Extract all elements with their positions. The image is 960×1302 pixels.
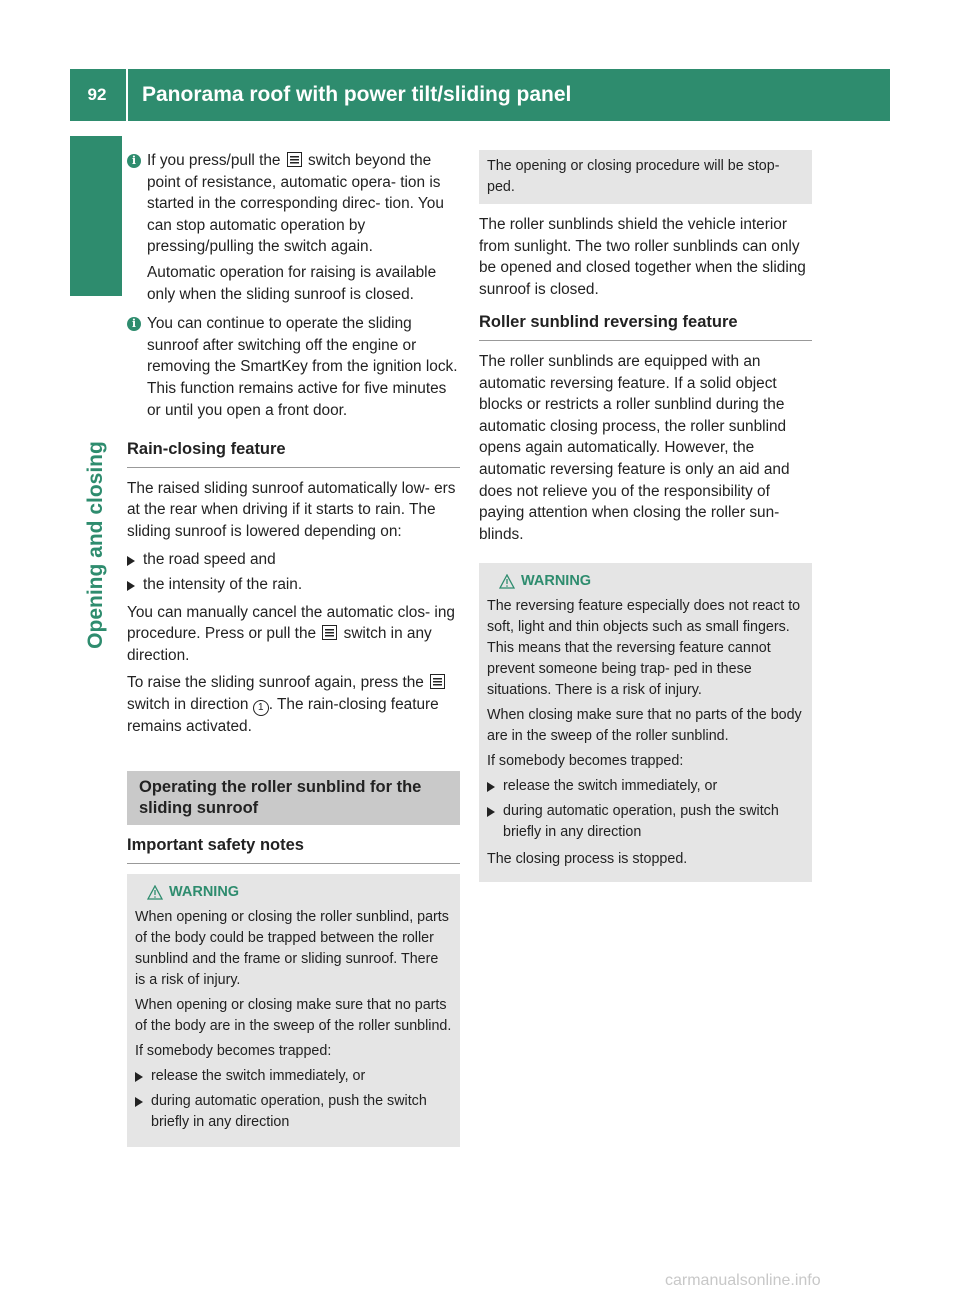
warning-text: The closing process is stopped.: [487, 851, 688, 868]
list-item: during automatic operation, push the switch briefly in any direction: [135, 1091, 452, 1133]
switch-icon: [287, 152, 302, 167]
warning-box: [127, 874, 460, 1147]
warning-title: WARNING: [487, 571, 804, 592]
warning-icon: [499, 574, 515, 589]
paragraph: The roller sunblinds are equipped with an automatic reversing feature. If a solid object blocks or restricts a roller sunblind during the automatic closing process, the roller sunblind opens again automatically. However, the automatic reversing feature is only an aid and does not relieve you of the responsibility of paying attention when closing the roller sun- blinds.: [479, 352, 790, 543]
bullet-arrow-icon: [135, 1097, 143, 1107]
warning-continuation: The opening or closing procedure will be stop- ped.: [479, 150, 812, 204]
warning-box: [479, 563, 812, 882]
side-chapter-label: Opening and closing: [84, 441, 107, 649]
info-icon: i: [127, 154, 141, 168]
bullet-arrow-icon: [135, 1072, 143, 1082]
warning-title: WARNING: [135, 882, 452, 903]
info-icon: i: [127, 317, 141, 331]
paragraph: To raise the sliding sunroof again, press the switch in direction 1 . The rain-closing feature remains activated.: [127, 672, 460, 737]
side-tab-block: [70, 136, 122, 296]
warning-text: When opening or closing the roller sunblind, parts of the body could be trapped between the roller sunblind and the frame or sliding sunroof. There is a risk of injury.: [135, 909, 449, 989]
bullet-arrow-icon: [487, 782, 495, 792]
bullet-arrow-icon: [127, 581, 135, 591]
bullet-arrow-icon: [487, 807, 495, 817]
direction-1-icon: 1: [253, 700, 269, 716]
section-heading: Operating the roller sunblind for the sliding sunroof: [127, 771, 460, 825]
warning-text: When opening or closing make sure that no parts of the body are in the sweep of the roller sunblind.: [135, 997, 452, 1035]
warning-text: When closing make sure that no parts of the body are in the sweep of the roller sunblind.: [487, 707, 802, 745]
bullet-list: [127, 549, 460, 596]
rain-closing-heading: Rain-closing feature: [127, 439, 460, 468]
switch-icon: [322, 625, 337, 640]
list-item: during automatic operation, push the switch briefly in any direction: [487, 801, 804, 843]
note-paragraph: You can continue to operate the sliding sunroof after switching off the engine or removing the SmartKey from the ignition lock. This function remains active for five minutes or until you open a front door.: [147, 315, 458, 419]
header-divider: [126, 69, 128, 121]
warning-text: If somebody becomes trapped:: [135, 1043, 332, 1060]
warning-icon: [147, 885, 163, 900]
right-column: [479, 150, 812, 882]
list-item: release the switch immediately, or: [135, 1066, 452, 1087]
list-item: release the switch immediately, or: [487, 776, 804, 797]
reversing-feature-heading: Roller sunblind reversing feature: [479, 312, 812, 341]
page-number: 92: [87, 85, 107, 104]
bullet-list: [135, 1066, 452, 1133]
note-paragraph: Automatic operation for raising is available only when the sliding sunroof is closed.: [147, 263, 437, 303]
paragraph: You can manually cancel the automatic clos- ing procedure. Press or pull the switch in any direction.: [127, 603, 455, 664]
info-note: [127, 313, 460, 425]
list-item: the intensity of the rain.: [127, 574, 460, 596]
page-title: Panorama roof with power tilt/sliding panel: [142, 83, 572, 106]
paragraph: The raised sliding sunroof automatically low- ers at the rear when driving if it starts to rain. The sliding sunroof is lowered depending on:: [127, 479, 456, 540]
bullet-list: [487, 776, 804, 843]
warning-text: The reversing feature especially does not react to soft, light and thin objects such as small fingers. This means that the reversing feature cannot prevent someone being trap- ped in these situations. There is a risk of injury.: [487, 598, 801, 699]
switch-icon: [430, 674, 445, 689]
safety-notes-heading: Important safety notes: [127, 835, 460, 864]
warning-text: If somebody becomes trapped:: [487, 753, 684, 770]
note-paragraph: If you press/pull the switch beyond the point of resistance, automatic opera- tion is started in the corresponding direc- tion. You can stop automatic operation by pressing/pulling the switch again.: [147, 152, 444, 256]
left-column: [127, 150, 460, 1147]
info-note: [127, 150, 460, 309]
bullet-arrow-icon: [127, 556, 135, 566]
paragraph: The roller sunblinds shield the vehicle interior from sunlight. The two roller sunblinds can only be opened and closed together when the sliding sunroof is closed.: [479, 216, 806, 298]
list-item: the road speed and: [127, 549, 460, 571]
watermark: carmanualsonline.info: [665, 1272, 821, 1289]
